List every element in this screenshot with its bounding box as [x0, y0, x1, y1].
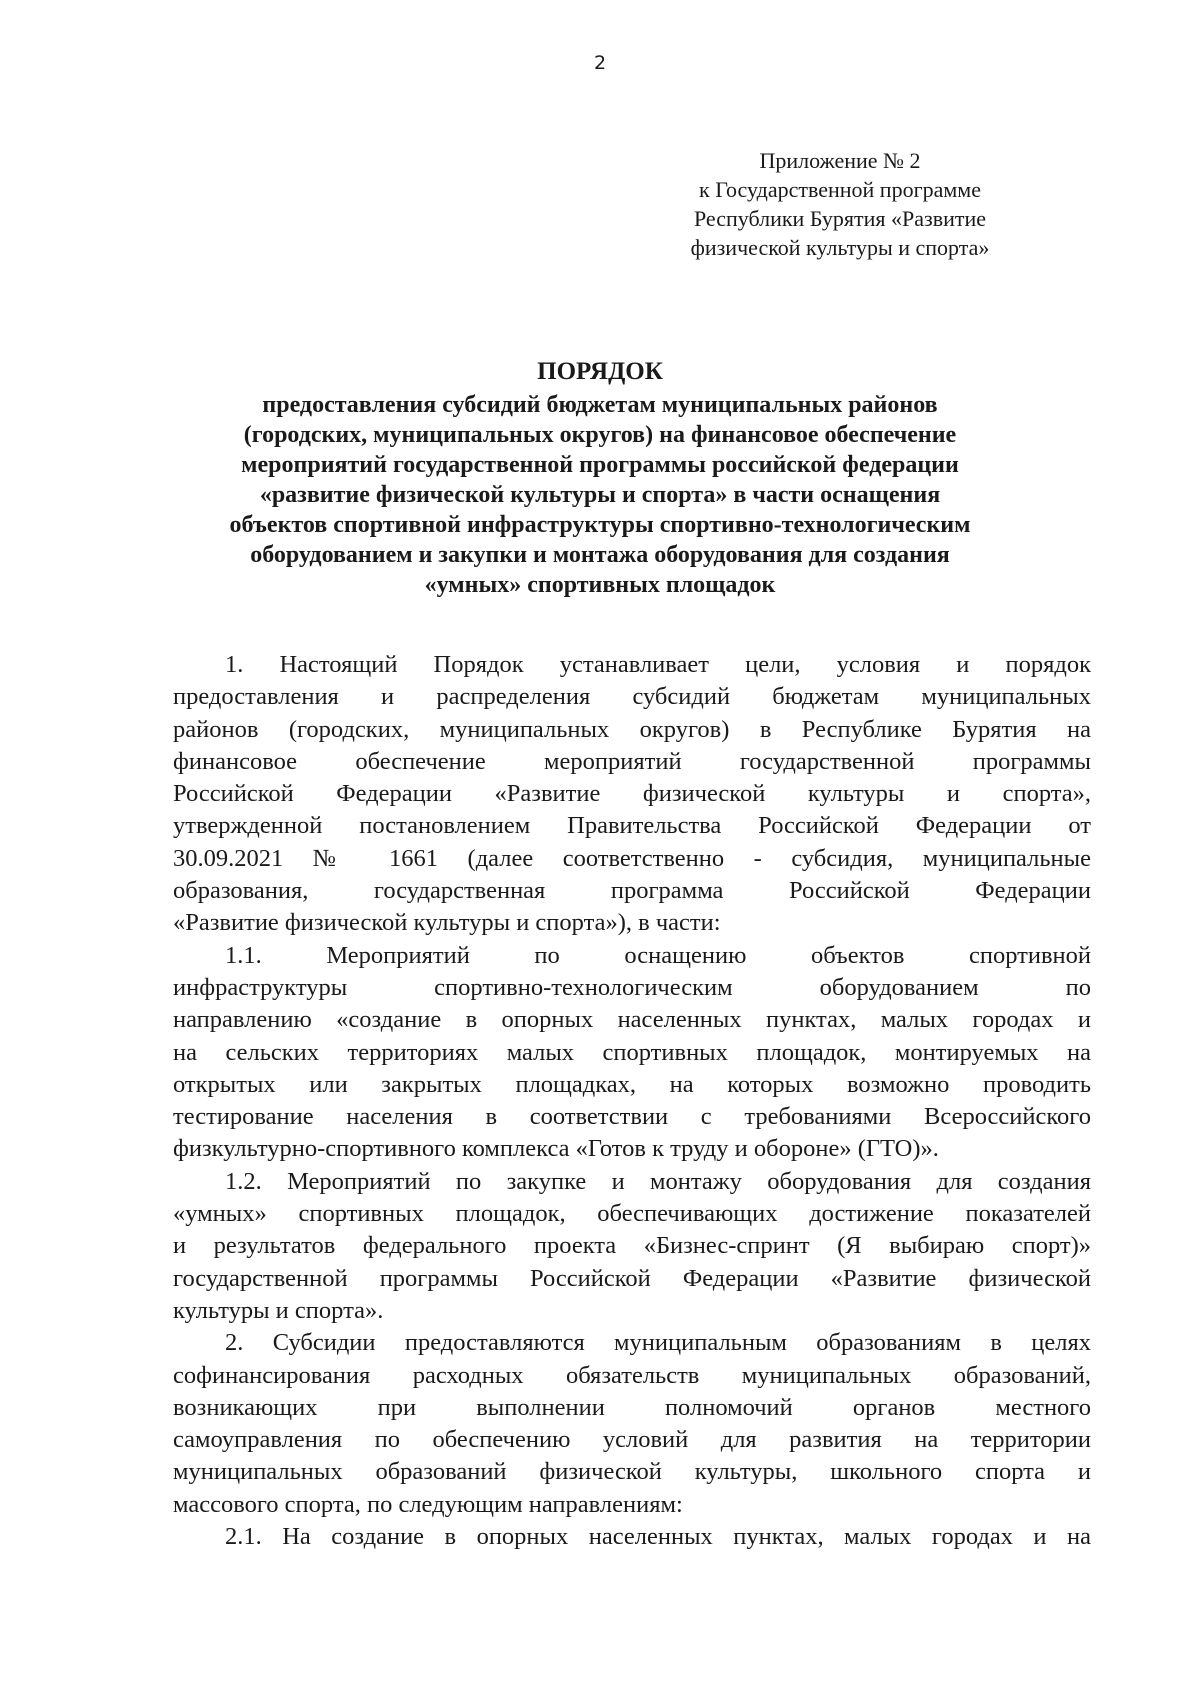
body-line: 1.1. Мероприятий по оснащению объектов спортивной [225, 941, 1091, 969]
body-line: и результатов федерального проекта «Бизнес-спринт (Я выбираю спорт)» [173, 1232, 1091, 1260]
body-line: 1.2. Мероприятий по закупке и монтажу оборудования для создания [225, 1167, 1091, 1195]
body-line: Российской Федерации «Развитие физической культуры и спорта», [173, 780, 1091, 808]
body-line: районов (городских, муниципальных округов) в Республике Бурятия на [173, 715, 1091, 743]
body-line: 2. Субсидии предоставляются муниципальным образованиям в целях [225, 1329, 1091, 1357]
subtitle-line: «умных» спортивных площадок [424, 572, 776, 598]
body-line: образования, государственная программа Российской Федерации [173, 877, 1091, 905]
body-line: 1. Настоящий Порядок устанавливает цели, условия и порядок [225, 651, 1091, 678]
body-line: 2.1. На создание в опорных населенных пунктах, малых городах и на [225, 1523, 1091, 1551]
document-title: ПОРЯДОК [537, 358, 663, 385]
body-line: физкультурно-спортивного комплекса «Готов к труду и обороне» (ГТО)». [173, 1135, 939, 1163]
appendix-line: к Государственной программе [699, 177, 981, 202]
body-line: софинансирования расходных обязательств муниципальных образований, [173, 1361, 1091, 1389]
document-subtitle [150, 390, 1050, 600]
subtitle-line: предоставления субсидий бюджетам муниципальных районов [262, 392, 938, 418]
body-line: государственной программы Российской Федерации «Развитие физической [173, 1264, 1091, 1292]
subtitle-line: (городских, муниципальных округов) на финансовое обеспечение [243, 422, 957, 448]
body-line: возникающих при выполнении полномочий органов местного [173, 1393, 1091, 1421]
body-line: на сельских территориях малых спортивных площадок, монтируемых на [173, 1038, 1091, 1066]
subtitle-line: мероприятий государственной программы российской федерации [241, 452, 959, 478]
body-line: массового спорта, по следующим направлениям: [173, 1490, 683, 1518]
subtitle-line: оборудованием и закупки и монтажа оборудования для создания [250, 542, 950, 568]
body-line: «Развитие физической культуры и спорта»), в части: [173, 909, 721, 937]
subtitle-line: «развитие физической культуры и спорта» в части оснащения [259, 482, 941, 508]
body-line: финансовое обеспечение мероприятий государственной программы [173, 747, 1091, 775]
subtitle-line: объектов спортивной инфраструктуры спортивно-технологическим [229, 512, 971, 538]
body-line: культуры и спорта». [173, 1296, 384, 1324]
body-line: инфраструктуры спортивно-технологическим оборудованием по [173, 973, 1091, 1001]
body-line: тестирование населения в соответствии с требованиями Всероссийского [173, 1103, 1091, 1131]
body-line: самоуправления по обеспечению условий для развития на территории [173, 1426, 1091, 1454]
document-body [173, 649, 1091, 1553]
body-line: «умных» спортивных площадок, обеспечивающих достижение показателей [173, 1200, 1091, 1228]
appendix-line: Приложение № 2 [759, 148, 921, 173]
appendix-note [660, 146, 1020, 262]
body-line: муниципальных образований физической культуры, школьного спорта и [173, 1458, 1091, 1486]
body-line: открытых или закрытых площадках, на которых возможно проводить [173, 1070, 1091, 1098]
body-line: предоставления и распределения субсидий бюджетам муниципальных [173, 683, 1091, 711]
body-line: направлению «создание в опорных населенных пунктах, малых городах и [173, 1006, 1091, 1034]
page-number: 2 [593, 52, 607, 74]
body-line: 30.09.2021 № 1661 (далее соответственно - субсидия, муниципальные [173, 844, 1091, 872]
appendix-line: физической культуры и спорта» [690, 235, 990, 260]
body-line: утвержденной постановлением Правительства Российской Федерации от [173, 812, 1091, 840]
appendix-line: Республики Бурятия «Развитие [693, 206, 987, 231]
